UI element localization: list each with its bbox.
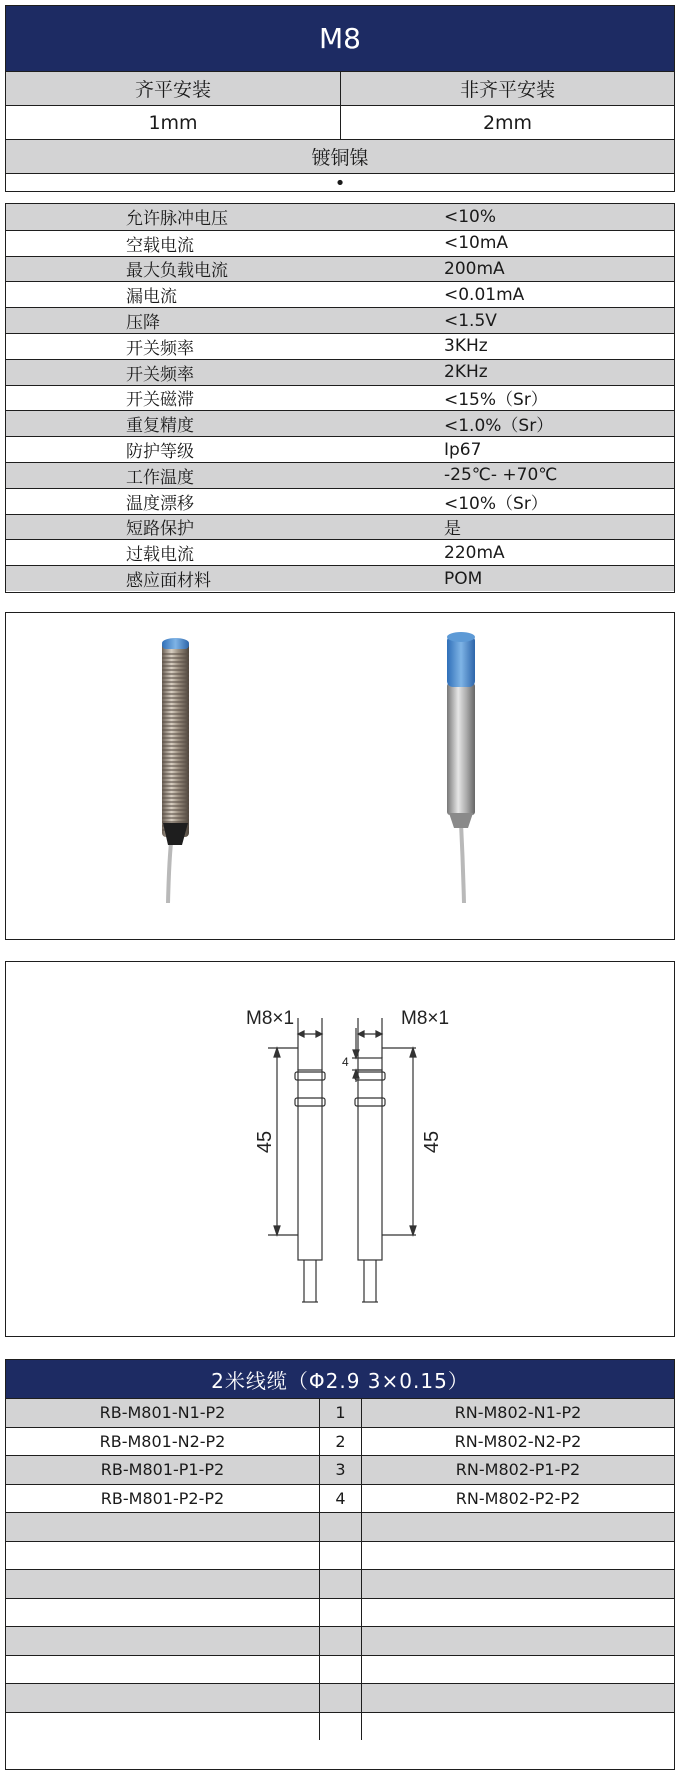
spec-name: 防护等级	[126, 442, 194, 463]
spec-name: 短路保护	[126, 519, 194, 540]
nonflush-sensor-photo	[447, 632, 475, 903]
flush-sensor-photo	[162, 638, 189, 903]
spec-row	[6, 281, 674, 307]
spec-name: 工作温度	[126, 467, 194, 488]
row-number	[319, 1542, 361, 1570]
spec-name: 开关频率	[126, 364, 194, 385]
nonflush-sensor-outline	[352, 1018, 416, 1302]
flush-part-number	[6, 1599, 319, 1627]
right-offset-label: 4	[342, 1055, 349, 1069]
distance-row	[6, 105, 674, 139]
right-thread-label: M8×1	[401, 1008, 450, 1029]
spec-value: 3KHz	[444, 336, 488, 357]
row-number	[319, 1570, 361, 1598]
spec-name: 开关频率	[126, 338, 194, 359]
spec-row	[6, 410, 674, 436]
material-row	[6, 139, 674, 173]
flush-distance: 1mm	[148, 111, 198, 134]
nonflush-part-number	[361, 1599, 674, 1627]
flush-part-number	[6, 1542, 319, 1570]
flush-part-number	[6, 1656, 319, 1684]
cable-row	[6, 1598, 674, 1627]
row-number: 3	[319, 1456, 361, 1484]
nonflush-part-number	[361, 1713, 674, 1741]
nonflush-part-number: RN-M802-P2-P2	[361, 1485, 674, 1513]
flush-part-number	[6, 1684, 319, 1712]
nonflush-part-number	[361, 1542, 674, 1570]
spec-row	[6, 230, 674, 256]
cable-row	[6, 1427, 674, 1456]
nonflush-part-number: RN-M802-P1-P2	[361, 1456, 674, 1484]
model-title: M8	[6, 6, 674, 71]
flush-part-number: RB-M801-N2-P2	[99, 1431, 226, 1451]
cable-row	[6, 1541, 674, 1570]
nonflush-part-number	[361, 1656, 674, 1684]
spec-value: 200mA	[444, 258, 505, 279]
spec-row	[6, 204, 674, 230]
spec-value: 2KHz	[444, 362, 488, 383]
flush-part-number	[6, 1713, 319, 1741]
cable-row	[6, 1626, 674, 1655]
flush-part-number	[6, 1570, 319, 1598]
cable-row	[6, 1398, 674, 1427]
spec-table	[5, 203, 675, 593]
dimension-drawing	[5, 961, 675, 1337]
cable-row	[6, 1455, 674, 1484]
spec-row	[6, 462, 674, 488]
flush-part-number	[6, 1513, 319, 1541]
spec-name: 重复精度	[126, 416, 194, 437]
spec-row	[6, 488, 674, 514]
row-number	[319, 1627, 361, 1655]
dimension-drawing-svg	[6, 962, 673, 1335]
left-thread-label: M8×1	[246, 1008, 295, 1029]
spec-value: 220mA	[444, 542, 505, 563]
spec-value: Ip67	[444, 439, 482, 460]
nonflush-part-number: RN-M802-N2-P2	[361, 1428, 674, 1456]
spec-name: 过载电流	[126, 545, 194, 566]
row-number	[319, 1713, 361, 1741]
marker: •	[334, 173, 346, 194]
material-label: 镀铜镍	[311, 147, 369, 169]
row-number: 2	[319, 1428, 361, 1456]
flush-part-number: RB-M801-P2-P2	[100, 1488, 225, 1508]
marker-row	[6, 173, 674, 193]
spec-row	[6, 539, 674, 565]
nonflush-distance: 2mm	[340, 106, 674, 139]
spec-name: 开关磁滞	[126, 390, 194, 411]
nonflush-part-number	[361, 1570, 674, 1598]
flush-sensor-outline	[268, 1018, 325, 1302]
cable-row	[6, 1512, 674, 1541]
spec-value: 是	[444, 519, 461, 540]
cable-title: 2米线缆（Φ2.9 3×0.15）	[6, 1360, 674, 1398]
spec-value: <15%（Sr）	[444, 390, 548, 411]
spec-row	[6, 256, 674, 282]
flush-part-number: RB-M801-N1-P2	[99, 1403, 226, 1423]
spec-value: <1.5V	[444, 310, 497, 331]
product-photos	[5, 612, 675, 940]
row-number	[319, 1513, 361, 1541]
nonflush-part-number: RN-M802-N1-P2	[361, 1399, 674, 1427]
spec-row	[6, 359, 674, 385]
spec-value: -25℃- +70℃	[444, 465, 558, 486]
cable-row	[6, 1484, 674, 1513]
spec-value: <0.01mA	[444, 284, 525, 305]
row-number: 4	[319, 1485, 361, 1513]
spec-name: 感应面材料	[126, 571, 211, 592]
row-number: 1	[319, 1399, 361, 1427]
row-number	[319, 1684, 361, 1712]
sensor-photo-image	[6, 613, 673, 938]
spec-value: <10%	[444, 206, 497, 227]
spec-value: <10mA	[444, 233, 509, 254]
spec-name: 压降	[126, 313, 160, 334]
left-length-label: 45	[254, 1130, 276, 1154]
spec-row	[6, 514, 674, 540]
spec-value: POM	[444, 568, 483, 589]
cable-row	[6, 1655, 674, 1684]
spec-row	[6, 333, 674, 359]
right-length-label: 45	[421, 1130, 443, 1154]
nonflush-part-number	[361, 1684, 674, 1712]
flush-part-number	[6, 1627, 319, 1655]
nonflush-part-number	[361, 1627, 674, 1655]
spec-name: 空载电流	[126, 235, 194, 256]
spec-value: <10%（Sr）	[444, 493, 548, 514]
row-number	[319, 1599, 361, 1627]
flush-label: 齐平安装	[134, 79, 211, 101]
spec-name: 漏电流	[126, 287, 177, 308]
nonflush-label: 非齐平安装	[340, 72, 674, 105]
cable-row	[6, 1712, 674, 1741]
cable-row	[6, 1569, 674, 1598]
spec-value: <1.0%（Sr）	[444, 416, 554, 437]
spec-row	[6, 436, 674, 462]
spec-name: 最大负载电流	[126, 261, 228, 282]
mounting-header-row	[6, 71, 674, 105]
spec-row	[6, 565, 674, 591]
spec-row	[6, 385, 674, 411]
cable-row	[6, 1683, 674, 1712]
flush-part-number: RB-M801-P1-P2	[100, 1460, 225, 1480]
mounting-table	[5, 5, 675, 192]
spec-row	[6, 307, 674, 333]
spec-name: 允许脉冲电压	[126, 209, 228, 230]
row-number	[319, 1656, 361, 1684]
spec-name: 温度漂移	[126, 493, 194, 514]
cable-table	[5, 1359, 675, 1770]
nonflush-part-number	[361, 1513, 674, 1541]
